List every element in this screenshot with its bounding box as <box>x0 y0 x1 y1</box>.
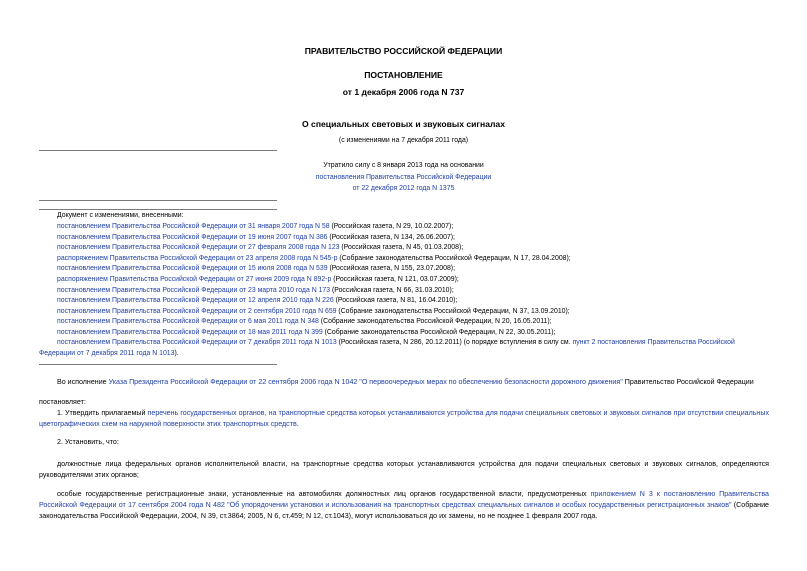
amendment-link[interactable]: постановлением Правительства Российской Федерации от 19 июня 2007 года N 386 <box>57 233 328 241</box>
amendment-source: (Российская газета, N 155, 23.07.2008); <box>327 265 456 273</box>
government-heading: ПРАВИТЕЛЬСТВО РОССИЙСКОЙ ФЕДЕРАЦИИ <box>304 46 503 56</box>
paragraph-preamble <box>57 377 777 388</box>
amendment-item <box>57 296 797 307</box>
preamble-tail: Правительство Российской Федерации <box>622 378 754 386</box>
amendment-source: (Российская газета, N 286, 20.12.2011) (о порядке вступления в силу см. <box>336 339 573 346</box>
amendment-link[interactable]: постановлением Правительства Российской Федерации от 23 марта 2010 года N 173 <box>57 286 331 294</box>
amendment-end: ). <box>174 350 179 357</box>
amendment-link[interactable]: распоряжением Правительства Российской Федерации от 27 июня 2009 года N 892-р <box>57 276 332 283</box>
divider <box>39 150 277 151</box>
amendment-source: (Российская газета, N 29, 10.02.2007); <box>329 223 454 230</box>
amendment-link[interactable]: постановлением Правительства Российской Федерации от 15 июля 2008 года N 539 <box>57 265 328 273</box>
amendment-link[interactable]: постановлением Правительства Российской Федерации от 6 мая 2011 года N 348 <box>57 318 319 326</box>
repeal-link-2[interactable]: от 22 декабря 2012 года N 1375 <box>352 185 455 192</box>
amendment-link[interactable]: постановлением Правительства Российской Федерации от 18 мая 2011 года N 399 <box>57 329 323 336</box>
amendment-item <box>57 233 797 244</box>
amendment-link-note[interactable]: пункт 2 постановления Правительства Российской <box>572 339 735 346</box>
item-1-end: . <box>296 420 299 428</box>
divider <box>39 209 277 210</box>
amendment-source: (Российская газета, N 121, 03.07.2009); <box>331 276 459 283</box>
amendment-item <box>57 286 797 297</box>
amendment-item <box>57 243 797 254</box>
amendment-source: (Собрание законодательства Российской Федерации, N 37, 13.09.2010); <box>336 307 570 315</box>
amendment-source: (Собрание законодательства Российской Федерации, N 22, 30.05.2011); <box>322 329 556 336</box>
amendment-item-last-cont <box>39 349 779 360</box>
amendment-source: (Собрание законодательства Российской Федерации, N 17, 28.04.2008); <box>337 254 571 262</box>
paragraph-item-1 <box>39 408 769 430</box>
divider <box>39 200 277 201</box>
paragraph-resolves: постановляет: <box>39 398 86 406</box>
amendment-item <box>57 264 797 275</box>
repeal-text: Утратило силу с 8 января 2013 года на основании <box>323 162 484 169</box>
repeal-link-1[interactable]: постановления Правительства Российской Федерации <box>315 174 492 181</box>
divider <box>39 364 277 365</box>
amendment-link[interactable]: постановлением Правительства Российской Федерации от 2 сентября 2010 года N 659 <box>57 307 337 315</box>
amendment-note: (с изменениями на 7 декабря 2011 года) <box>338 137 469 144</box>
amendment-link[interactable]: постановлением Правительства Российской Федерации от 31 января 2007 года N 58 <box>57 223 330 230</box>
decree-link[interactable]: Указа Президента Российской Федерации от 22 сентября 2006 года N 1042 "О первоочередных мерах по обеспечению безопасности дорожного движения" <box>108 378 623 386</box>
paragraph-officials: должностные лица федеральных органов исполнительной власти, на транспортные средства которых устанавливаются устройства для подачи специальных световых и звуковых сигналов, определяются руководителями этих органов; <box>39 460 769 479</box>
amendment-item-last <box>57 338 797 349</box>
amendment-link[interactable]: постановлением Правительства Российской Федерации от 7 декабря 2011 года N 1013 <box>57 339 337 346</box>
amendment-link-note-cont[interactable]: Федерации от 7 декабря 2011 года N 1013 <box>39 350 175 357</box>
amendment-source: (Собрание законодательства Российской Федерации, N 20, 16.05.2011); <box>318 318 552 326</box>
special-plates-text: особые государственные регистрационные знаки, установленные на автомобилях должностных лиц органов государственной власти, предусмотренных <box>57 490 591 498</box>
document-title: О специальных световых и звуковых сигналах <box>301 119 505 129</box>
special-plates-tail: (Собрание законодательства Российской Федерации, 2004, N 39, ст.3864; 2005, N 6, ст.459; N 12, ст.1043), могут использоваться до их замены, но не позднее 1 февраля 2007 года. <box>39 501 769 520</box>
document-date-number: от 1 декабря 2006 года N 737 <box>342 87 465 97</box>
amendment-item <box>57 222 797 233</box>
amendment-item <box>57 307 797 318</box>
amendment-item <box>57 254 797 265</box>
amendment-link[interactable]: постановлением Правительства Российской Федерации от 27 февраля 2008 года N 123 <box>57 244 340 252</box>
amendment-link[interactable]: постановлением Правительства Российской Федерации от 12 апреля 2010 года N 226 <box>57 297 334 305</box>
amendment-item <box>57 317 797 328</box>
preamble-text: Во исполнение <box>57 378 109 386</box>
document-type: ПОСТАНОВЛЕНИЕ <box>364 70 443 80</box>
list-of-bodies-link[interactable]: перечень государственных органов, на транспортные средства которых устанавливаются устройства для подачи специальных световых и звуковых сигналов при отсутствии специальных цветографических схем на наружной поверхности этих транспортных средств <box>39 409 769 428</box>
amendments-intro: Документ с изменениями, внесенными: <box>57 212 184 219</box>
amendment-source: (Российская газета, N 66, 31.03.2010); <box>330 286 454 294</box>
appendix-3-link[interactable]: приложением N 3 к постановлению Правительства Российской Федерации от 17 сентября 2004 года N 482 "Об упорядочении установки и использования на транспортных средствах специальных сигналов и особых государственных регистрационных знаков" <box>39 490 769 509</box>
amendment-item <box>57 275 797 286</box>
amendment-item <box>57 328 797 339</box>
amendment-link[interactable]: распоряжением Правительства Российской Федерации от 23 апреля 2008 года N 545-р <box>57 254 338 262</box>
item-1-text: 1. Утвердить прилагаемый <box>57 409 148 417</box>
amendment-source: (Российская газета, N 81, 16.04.2010); <box>333 297 458 305</box>
amendment-source: (Российская газета, N 134, 26.06.2007); <box>327 233 455 241</box>
paragraph-special-plates <box>39 489 769 522</box>
amendment-source: (Российская газета, N 45, 01.03.2008); <box>339 244 464 252</box>
paragraph-item-2: 2. Установить, что: <box>57 438 119 446</box>
